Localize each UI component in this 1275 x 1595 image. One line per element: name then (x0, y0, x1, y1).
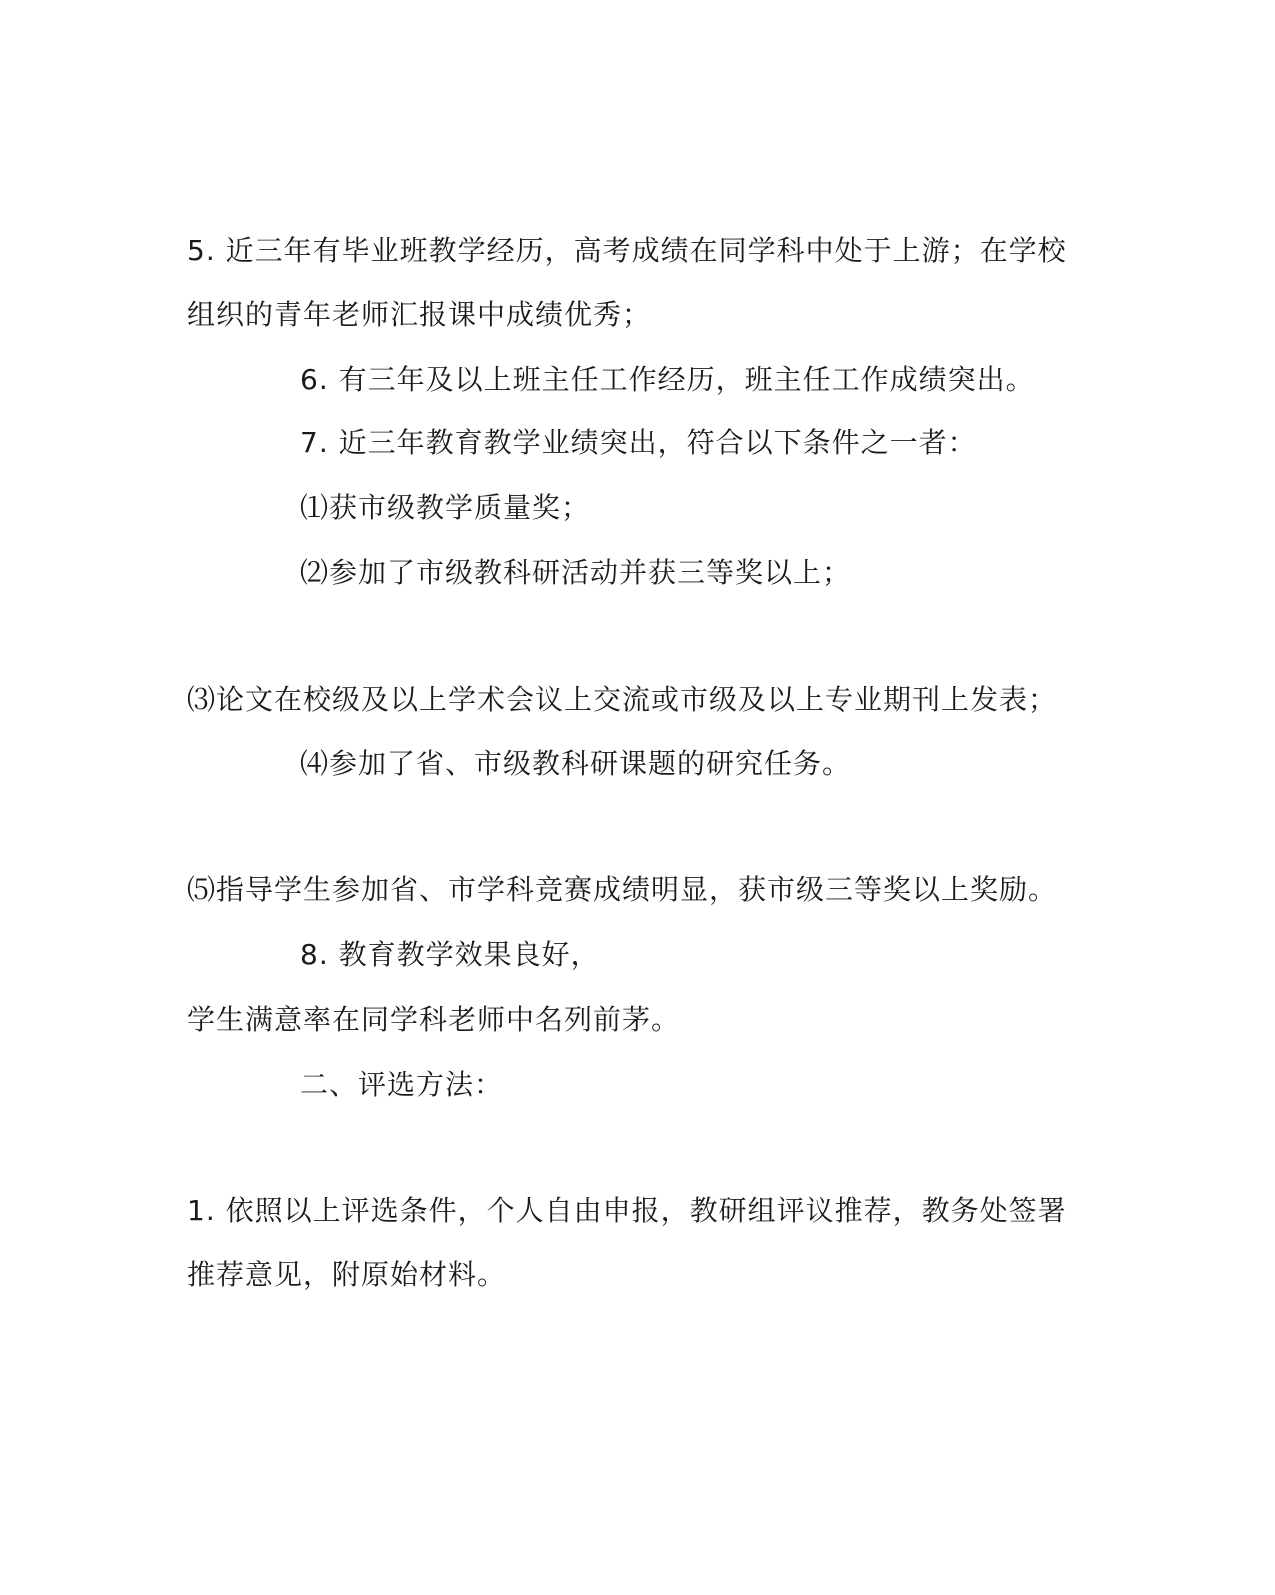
text-line-criterion-7: 7. 近三年教育教学业绩突出，符合以下条件之一者： (300, 426, 977, 459)
text-line-criterion-5-cont: 组织的青年老师汇报课中成绩优秀； (187, 298, 652, 331)
text-line-method-1: 1. 依照以上评选条件，个人自由申报，教研组评议推荐，教务处签署 (187, 1194, 1067, 1227)
text-line-sub-1: ⑴获市级教学质量奖； (300, 491, 591, 524)
text-line-sub-5: ⑸指导学生参加省、市学科竞赛成绩明显，获市级三等奖以上奖励。 (187, 873, 1058, 906)
text-line-sub-4: ⑷参加了省、市级教科研课题的研究任务。 (300, 747, 852, 780)
text-line-sub-3: ⑶论文在校级及以上学术会议上交流或市级及以上专业期刊上发表； (187, 683, 1058, 716)
text-line-method-1-cont: 推荐意见，附原始材料。 (187, 1258, 507, 1291)
text-line-criterion-5: 5. 近三年有毕业班教学经历，高考成绩在同学科中处于上游；在学校 (187, 234, 1067, 267)
text-line-sub-2: ⑵参加了市级教科研活动并获三等奖以上； (300, 556, 852, 589)
section-heading-method: 二、评选方法： (300, 1068, 504, 1101)
text-line-criterion-6: 6. 有三年及以上班主任工作经历，班主任工作成绩突出。 (300, 363, 1035, 396)
text-line-criterion-8-cont: 学生满意率在同学科老师中名列前茅。 (187, 1003, 681, 1036)
text-line-criterion-8: 8. 教育教学效果良好， (300, 938, 600, 971)
